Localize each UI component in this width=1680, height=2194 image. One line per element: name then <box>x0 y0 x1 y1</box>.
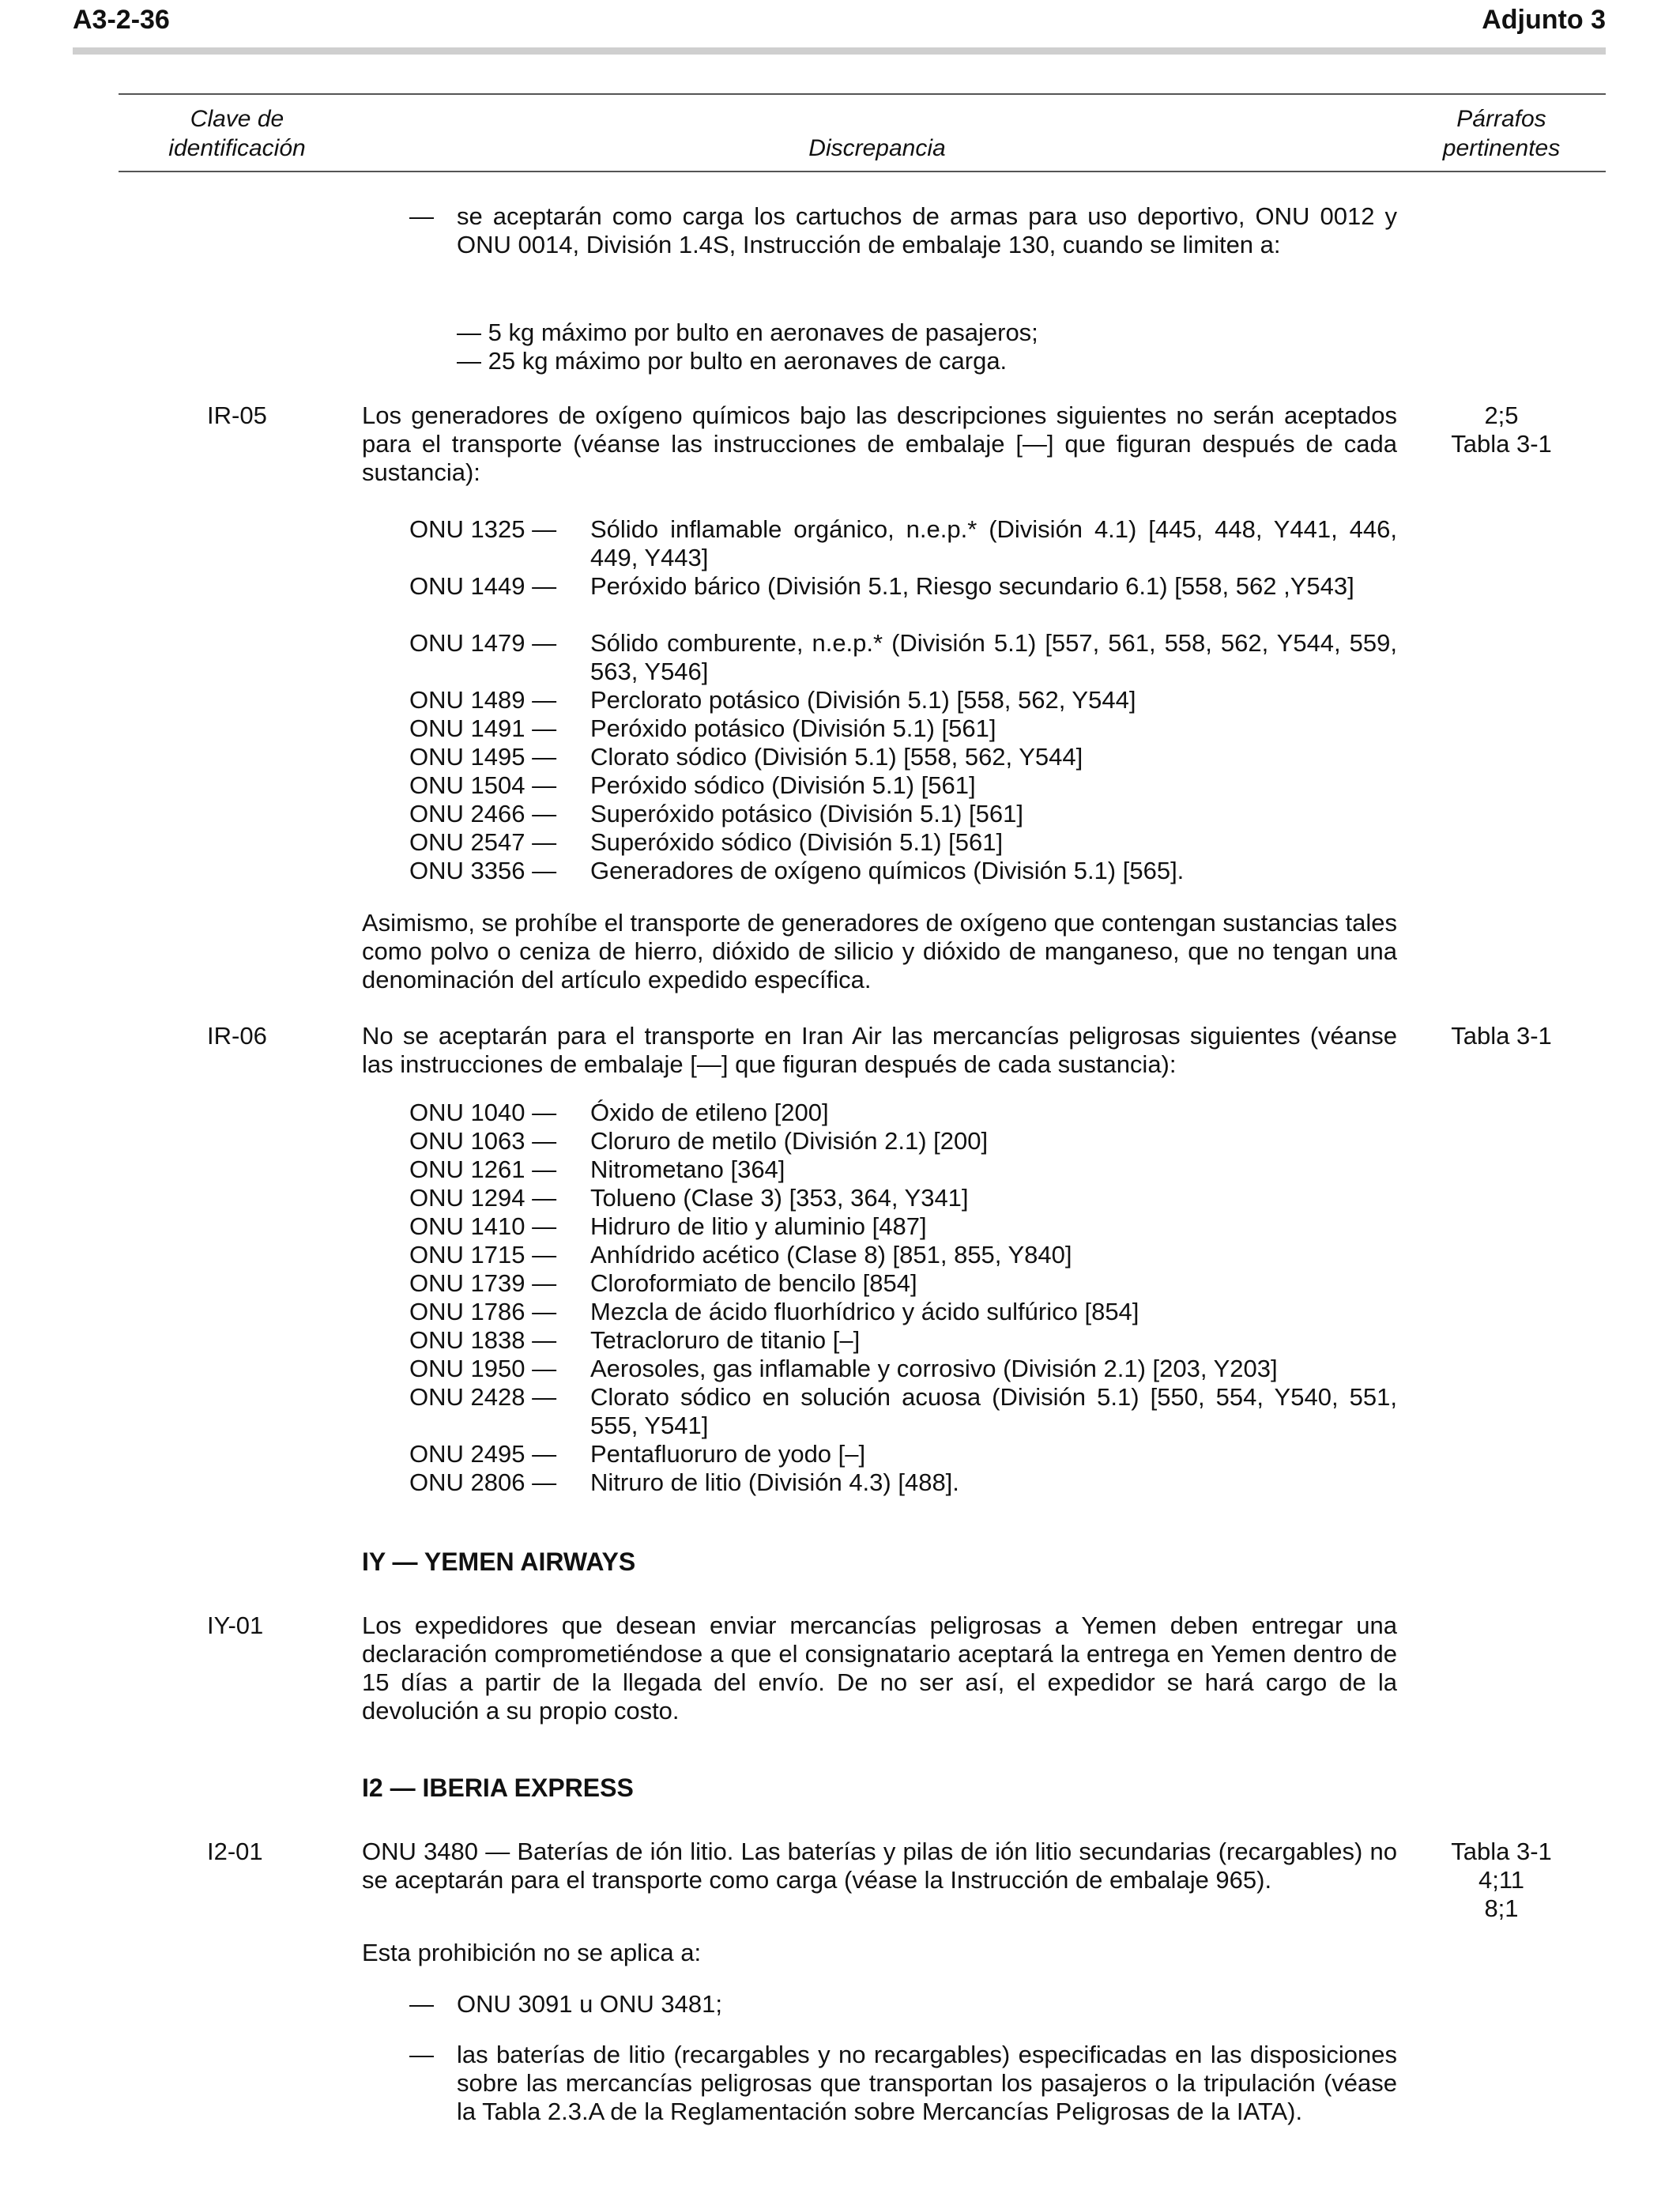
onu-desc: Peróxido sódico (División 5.1) [561] <box>590 771 976 799</box>
ref-line: 2;5 <box>1484 401 1519 429</box>
onu-desc: Superóxido sódico (División 5.1) [561] <box>590 828 1004 856</box>
ir-05-text: Los generadores de oxígeno químicos bajo las descripciones siguientes no serán aceptados para el transporte (véanse las instrucciones de embalaje [—] que figuran después de cada sustancia): <box>362 401 1397 486</box>
dash-bullet: — <box>409 202 434 230</box>
onu-desc: Aerosoles, gas inflamable y corrosivo (División 2.1) [203, Y203] <box>590 1355 1278 1382</box>
ir-06-text: No se aceptarán para el transporte en Iran Air las mercancías peligrosas siguientes (véanse las instrucciones de embalaje [—] que figuran después de cada sustancia): <box>362 1022 1397 1078</box>
exception-text: las baterías de litio (recargables y no recargables) especificadas en las disposiciones sobre las mercancías peligrosas que transportan los pasajeros o la tripulación (véase la Tabla 2.3.A de la Reglamentación sobre Mercancías Peligrosas de la IATA). <box>457 2041 1397 2125</box>
iy-01-text: Los expedidores que desean enviar mercancías peligrosas a Yemen deben entregar una declaración comprometiéndose a que el consignatario aceptará la entrega en Yemen dentro de 15 días a partir de la llegada del envío. De no ser así, el expedidor se hará cargo de la devolución a su propio costo. <box>362 1612 1397 1725</box>
section-title-iy: IY — YEMEN AIRWAYS <box>362 1547 636 1576</box>
list-item <box>409 743 1397 771</box>
intro-sub-item-1: — 5 kg máximo por bulto en aeronaves de pasajeros; <box>457 319 1038 346</box>
exception-text: ONU 3091 u ONU 3481; <box>457 1990 723 2018</box>
onu-desc: Anhídrido acético (Clase 8) [851, 855, Y840] <box>590 1241 1072 1269</box>
column-header-refs: Párrafos pertinentes <box>1442 106 1561 161</box>
onu-desc: Mezcla de ácido fluorhídrico y ácido sulfúrico [854] <box>590 1298 1139 1325</box>
list-item <box>409 1355 1397 1383</box>
attachment-label: Adjunto 3 <box>1482 5 1606 35</box>
refs-ir-06 <box>1422 1022 1580 1050</box>
list-item <box>409 1212 1397 1241</box>
page-number: A3-2-36 <box>73 5 170 35</box>
onu-code: ONU 1040 — <box>409 1099 557 1126</box>
onu-desc: Sólido inflamable orgánico, n.e.p.* (División 4.1) [445, 448, Y441, 446, 449, Y443] <box>590 515 1397 571</box>
table-header-rule <box>119 171 1606 172</box>
table-top-rule <box>119 93 1606 95</box>
onu-desc: Clorato sódico en solución acuosa (División 5.1) [550, 554, Y540, 551, 555, Y541] <box>590 1383 1397 1439</box>
onu-code: ONU 1715 — <box>409 1241 557 1269</box>
onu-desc: Generadores de oxígeno químicos (División 5.1) [565]. <box>590 857 1185 884</box>
onu-code: ONU 1786 — <box>409 1298 557 1325</box>
onu-code: ONU 2428 — <box>409 1383 557 1411</box>
onu-desc: Nitruro de litio (División 4.3) [488]. <box>590 1468 959 1496</box>
onu-desc: Peróxido bárico (División 5.1, Riesgo secundario 6.1) [558, 562 ,Y543] <box>590 572 1354 600</box>
ref-line: 4;11 <box>1478 1866 1525 1894</box>
list-item <box>409 1468 1397 1497</box>
onu-desc: Peróxido potásico (División 5.1) [561] <box>590 714 996 742</box>
onu-code: ONU 1489 — <box>409 686 557 714</box>
i2-01-text: ONU 3480 — Baterías de ión litio. Las baterías y pilas de ión litio secundarias (recargables) no se aceptarán para el transporte como carga (véase la Instrucción de embalaje 965). <box>362 1838 1397 1894</box>
list-item <box>409 686 1397 714</box>
onu-code: ONU 2495 — <box>409 1440 557 1468</box>
list-item <box>409 800 1397 828</box>
onu-desc: Sólido comburente, n.e.p.* (División 5.1) [557, 561, 558, 562, Y544, 559, 563, Y546] <box>590 629 1397 685</box>
onu-desc: Superóxido potásico (División 5.1) [561] <box>590 800 1023 827</box>
header-divider <box>73 47 1606 55</box>
list-item <box>409 857 1397 885</box>
list-item <box>409 1383 1397 1440</box>
onu-desc: Óxido de etileno [200] <box>590 1099 829 1126</box>
intro-item <box>409 202 1397 289</box>
onu-code: ONU 1838 — <box>409 1326 557 1354</box>
page-header <box>73 2 1606 52</box>
onu-code: ONU 1294 — <box>409 1184 557 1212</box>
onu-desc: Cloruro de metilo (División 2.1) [200] <box>590 1127 989 1155</box>
list-item <box>409 1440 1397 1468</box>
onu-code: ONU 2547 — <box>409 828 557 856</box>
key-ir-05: IR-05 <box>207 401 267 429</box>
exception-item <box>409 2041 1397 2154</box>
onu-code: ONU 1950 — <box>409 1355 557 1382</box>
ref-line: 8;1 <box>1484 1894 1519 1922</box>
onu-code: ONU 1063 — <box>409 1127 557 1155</box>
ir-05-closing-text: Asimismo, se prohíbe el transporte de generadores de oxígeno que contengan sustancias tales como polvo o ceniza de hierro, dióxido de silicio y dióxido de manganeso, que no tengan una denominación del artículo expedido específica. <box>362 909 1397 993</box>
list-item <box>409 629 1397 686</box>
list-item <box>409 714 1397 743</box>
list-item <box>409 1127 1397 1155</box>
intro-sub-item-2: — 25 kg máximo por bulto en aeronaves de carga. <box>457 347 1008 375</box>
onu-desc: Perclorato potásico (División 5.1) [558, 562, Y544] <box>590 686 1136 714</box>
i2-01-exception-intro: Esta prohibición no se aplica a: <box>362 1939 702 1966</box>
onu-code: ONU 1495 — <box>409 743 557 771</box>
onu-code: ONU 1491 — <box>409 714 557 742</box>
list-item <box>409 1269 1397 1298</box>
ref-line: Tabla 3-1 <box>1451 1838 1552 1865</box>
list-item <box>409 1184 1397 1212</box>
list-item <box>409 828 1397 857</box>
onu-code: ONU 1449 — <box>409 572 557 600</box>
exception-item <box>409 1990 1397 2019</box>
ref-line: Tabla 3-1 <box>1451 1022 1552 1050</box>
onu-code: ONU 2466 — <box>409 800 557 827</box>
column-header-discrepancy: Discrepancia <box>808 135 946 161</box>
list-item <box>409 1099 1397 1127</box>
ref-line: Tabla 3-1 <box>1451 430 1552 458</box>
onu-desc: Tetracloruro de titanio [–] <box>590 1326 861 1354</box>
onu-code: ONU 1325 — <box>409 515 557 543</box>
list-item <box>409 572 1397 629</box>
onu-desc: Nitrometano [364] <box>590 1155 785 1183</box>
intro-text: se aceptarán como carga los cartuchos de armas para uso deportivo, ONU 0012 y ONU 0014, División 1.4S, Instrucción de embalaje 130, cuando se limiten a: <box>457 202 1397 258</box>
onu-desc: Clorato sódico (División 5.1) [558, 562, Y544] <box>590 743 1083 771</box>
dash-bullet: — <box>409 2041 434 2068</box>
onu-desc: Cloroformiato de bencilo [854] <box>590 1269 917 1297</box>
onu-desc: Pentafluoruro de yodo [–] <box>590 1440 866 1468</box>
onu-desc: Tolueno (Clase 3) [353, 364, Y341] <box>590 1184 969 1212</box>
dash-bullet: — <box>409 1990 434 2018</box>
list-item <box>409 1155 1397 1184</box>
key-ir-06: IR-06 <box>207 1022 267 1050</box>
onu-code: ONU 1504 — <box>409 771 557 799</box>
refs-i2-01 <box>1422 1838 1580 1923</box>
list-item <box>409 1241 1397 1269</box>
onu-desc: Hidruro de litio y aluminio [487] <box>590 1212 927 1240</box>
list-item <box>409 1326 1397 1355</box>
section-title-i2: I2 — IBERIA EXPRESS <box>362 1774 634 1802</box>
list-item <box>409 515 1397 572</box>
list-item <box>409 771 1397 800</box>
column-header-key: Clave de identificación <box>168 106 306 161</box>
onu-code: ONU 3356 — <box>409 857 557 884</box>
onu-code: ONU 1479 — <box>409 629 557 657</box>
key-i2-01: I2-01 <box>207 1838 263 1865</box>
onu-code: ONU 1261 — <box>409 1155 557 1183</box>
onu-code: ONU 1739 — <box>409 1269 557 1297</box>
key-iy-01: IY-01 <box>207 1612 264 1639</box>
list-item <box>409 1298 1397 1326</box>
onu-code: ONU 1410 — <box>409 1212 557 1240</box>
onu-code: ONU 2806 — <box>409 1468 557 1496</box>
refs-ir-05 <box>1422 401 1580 458</box>
